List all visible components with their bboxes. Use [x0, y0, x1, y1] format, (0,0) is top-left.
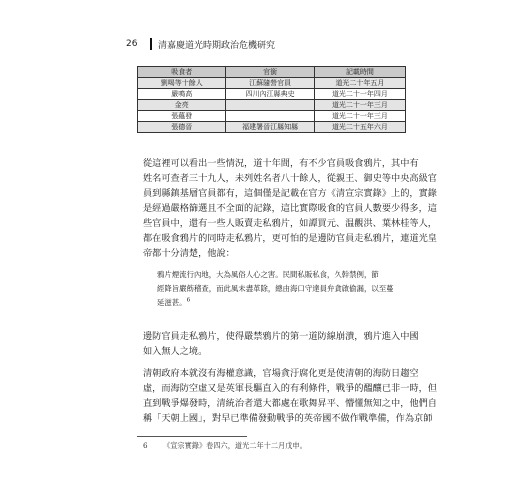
- text-line: 直到戰爭爆發時，清統治者還大都處在歌舞昇平、懵懂無知之中，他們自: [143, 398, 437, 409]
- body-paragraph-2: [143, 329, 429, 359]
- table-cell: [226, 111, 314, 122]
- text-line: 員到縣鎮基層官員都有，這個僅是記載在官方《清宣宗實錄》上的，實錄: [143, 188, 437, 199]
- table-cell: 張蘊發: [138, 111, 226, 122]
- table-cell: 張德晉: [138, 122, 226, 133]
- text-line: 從這裡可以看出一些情況，道十年間，有不少官員吸食鴉片，其中有: [143, 158, 419, 169]
- footnote-number: 6: [143, 441, 148, 450]
- table-row: [138, 78, 406, 89]
- text-line: 虛，而海防空虛又是英軍長驅直入的有利條件，戰爭的醞釀已非一時，但: [143, 383, 437, 394]
- table-cell: 道光二十年五月: [314, 78, 405, 89]
- header-divider: [150, 38, 152, 50]
- table-row: [138, 122, 406, 133]
- table-cell: 道光二十一年三月: [314, 100, 405, 111]
- page-number: 26: [126, 39, 138, 49]
- text-line: 姓名可查者三十九人，未列姓名者八十餘人，從親王、御史等中央高級官: [143, 173, 437, 184]
- table-cell: 嚴鳴高: [138, 89, 226, 100]
- footnote-text: 《宣宗實錄》卷四六，道光二年十二月戊申。: [163, 441, 307, 450]
- text-line: 邊防官員走私鴉片，使得嚴禁鴉片的第一道防線崩潰，鴉片進入中國: [143, 331, 419, 342]
- quote-line: 鴉片煙流行內地，大為風俗人心之害。民間私販私食，久幹禁例，節: [157, 270, 379, 279]
- body-paragraph-3: [143, 366, 437, 426]
- table-cell: 道光二十一年四月: [314, 89, 405, 100]
- text-line: 些官員中，還有一些人販賣走私鴉片，如譚買元、温觀洪、葉林桂等人，: [143, 218, 437, 229]
- table-cell: 四川內江縣典史: [226, 89, 314, 100]
- text-line: 如入無人之境。: [143, 346, 208, 357]
- text-line: 都在吸食鴉片的同時走私鴉片，更可怕的是邊防官員走私鴉片，連道光皇: [143, 233, 437, 244]
- table-row: [138, 89, 406, 100]
- body-paragraph-1: [143, 156, 437, 261]
- table-cell: [226, 100, 314, 111]
- column-header: 吸食者: [138, 67, 226, 78]
- text-line: 稱「天朝上國」，對早已準備發動戰爭的英帝國不做作戰準備，作為京師: [143, 413, 433, 424]
- quote-text: 延滋甚。: [157, 298, 187, 307]
- text-line: 是經過嚴格篩選且不全面的記錄，這比實際吸食的官員人數要少得多，這: [143, 203, 437, 214]
- footnote-marker[interactable]: 6: [186, 297, 191, 304]
- column-header: 記載時間: [314, 67, 405, 78]
- table-header-row: [138, 67, 406, 78]
- column-header: 官銜: [226, 67, 314, 78]
- running-header: [126, 36, 406, 52]
- table-cell: 道光二十一年三月: [314, 111, 405, 122]
- table-cell: 福建署晉江縣知縣: [226, 122, 314, 133]
- text-line: 清朝政府本就沒有海權意識，官場貪汙腐化更是使清朝的海防日趨空: [143, 368, 419, 379]
- footnote: [143, 440, 413, 452]
- table-row: [138, 111, 406, 122]
- running-title: 清嘉慶道光時期政治危機研究: [158, 40, 276, 51]
- table-cell: 道光二十五年六月: [314, 122, 405, 133]
- table-row: [138, 100, 406, 111]
- table-cell: 金亮: [138, 100, 226, 111]
- quote-line: 經降旨嚴飭稽查，而此風未盡革除，總由海口守達員弁貪啟偷漏，以至蔓: [157, 284, 394, 293]
- block-quote: [157, 268, 417, 310]
- text-line: 帝都十分清楚，他說：: [143, 248, 235, 259]
- quote-line: [157, 296, 417, 310]
- footnote-divider: [137, 436, 247, 437]
- opium-officials-table: [137, 66, 406, 133]
- table-cell: 江蘇隨營官員: [226, 78, 314, 89]
- table-cell: 劉喝等十餘人: [138, 78, 226, 89]
